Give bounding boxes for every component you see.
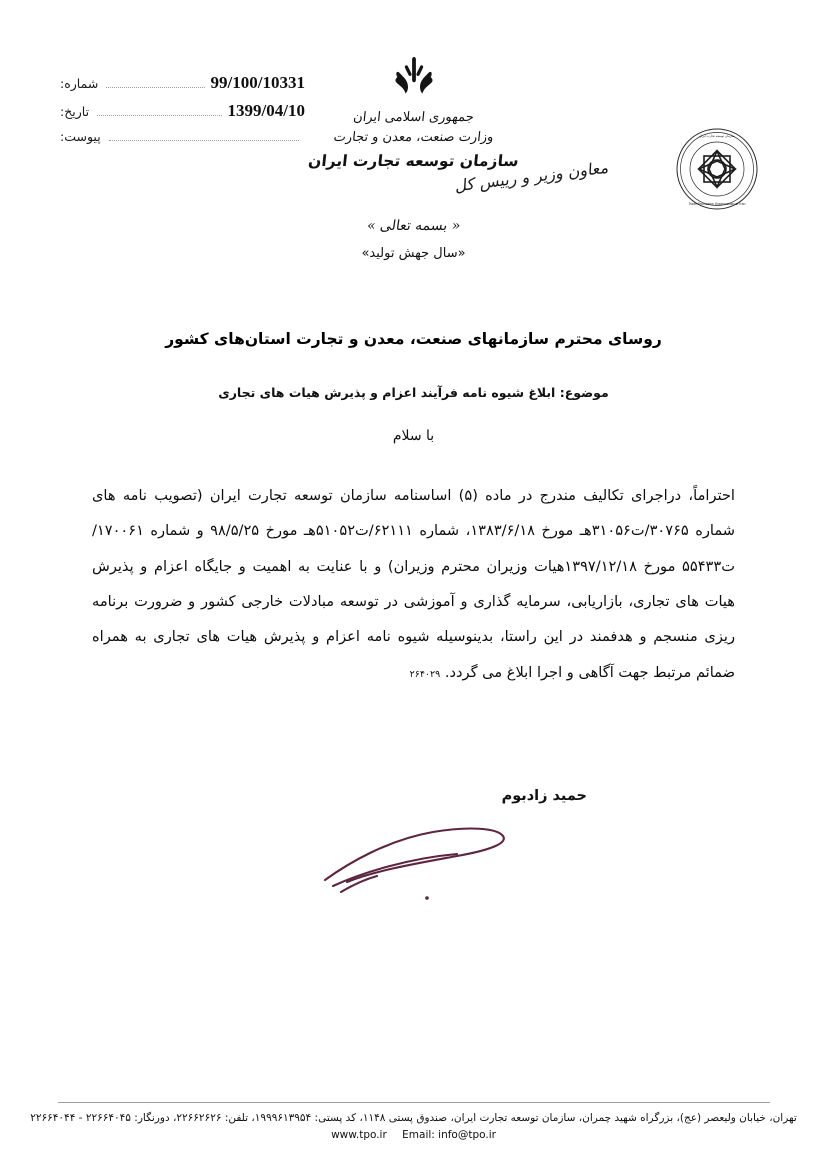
deputy-minister-title: معاون وزیر و رییس کل [455, 157, 610, 196]
svg-text:Trade Promotion Organization o: Trade Promotion Organization of Iran [688, 202, 746, 206]
year-slogan-text: «سال جهش تولید» [361, 246, 466, 261]
meta-value-number: 99/100/10331 [210, 73, 305, 92]
signer-name: حمید زادبوم [501, 788, 587, 804]
addressee-line: روسای محترم سازمانهای صنعت، معدن و تجارت استان‌های کشور [165, 330, 662, 348]
bismillah-text: « بسمه تعالی » [365, 218, 462, 234]
org-line-country: جمهوری اسلامی ایران [352, 110, 475, 125]
handwritten-signature-icon [307, 806, 587, 916]
org-line-ministry: وزارت صنعت، معدن و تجارت [332, 130, 495, 145]
iran-national-emblem-icon [0, 55, 827, 105]
footer-website[interactable]: www.tpo.ir [331, 1129, 387, 1141]
footer-address: تهران، خیابان ولیعصر (عج)، بزرگراه شهید چمران، سازمان توسعه تجارت ایران، صندوق پستی ۱۱۴۸، کد پستی: ۱۹۹۹۶۱۳۹۵۴، تلفن: ۲۲۶۶۲۶۲۶، دورنگار: ۲۲۶۶۴۰۴۵ - ۲۲۶۶۴۰۴۴ [30, 1112, 797, 1124]
body-paragraph: احتراماً، دراجرای تکالیف مندرج در ماده (۵) اساسنامه سازمان توسعه تجارت ایران (تصویب نامه های شماره ۳۰۷۶۵/ت۳۱۰۵۶هـ مورخ ۱۳۸۳/۶/۱۸، شماره ۶۲۱۱۱/ت۵۱۰۵۲هـ مورخ ۹۸/۵/۲۵ و شماره ۱۷۰۰۶۱/ت۵۵۴۳۳ مورخ ۱۳۹۷/۱۲/۱۸هیات وزیران محترم وزیران) و با عنایت به اهمیت و جایگاه اعزام و پذیرش هیات های تجاری، بازاریابی، سرمایه گذاری و آموزشی در توسعه مبادلات خارجی کشور و ضرورت برنامه ریزی منسجم و هدفمند در این راستا، بدینوسیله شیوه نامه اعزام و پذیرش هیات های تجاری به همراه ضمائم مرتبط جهت آگاهی و اجرا ابلاغ می گردد. [92, 487, 736, 681]
meta-label-number: شماره: [60, 76, 99, 91]
meta-label-date: تاریخ: [60, 104, 90, 119]
salutation-line: با سلام [392, 428, 435, 444]
svg-text:سازمان توسعه تجارت ایران: سازمان توسعه تجارت ایران [699, 134, 735, 138]
letter-body [92, 478, 735, 690]
document-footer [0, 1102, 827, 1141]
document-header [0, 55, 827, 205]
footer-email[interactable]: Email: info@tpo.ir [402, 1129, 496, 1141]
tpo-organization-seal-icon [675, 127, 759, 211]
meta-label-attachment: پیوست: [60, 129, 101, 144]
body-trailing-number: ۲۶۴۰۲۹ [409, 668, 441, 680]
subject-line: موضوع: ابلاغ شیوه نامه فرآیند اعزام و پذیرش هیات های تجاری [218, 385, 609, 400]
meta-value-date: 1399/04/10 [227, 101, 305, 120]
invocation-block [0, 215, 827, 261]
org-line-organization: سازمان توسعه تجارت ایران [307, 152, 520, 170]
footer-contact [0, 1129, 827, 1141]
footer-divider [58, 1102, 770, 1103]
